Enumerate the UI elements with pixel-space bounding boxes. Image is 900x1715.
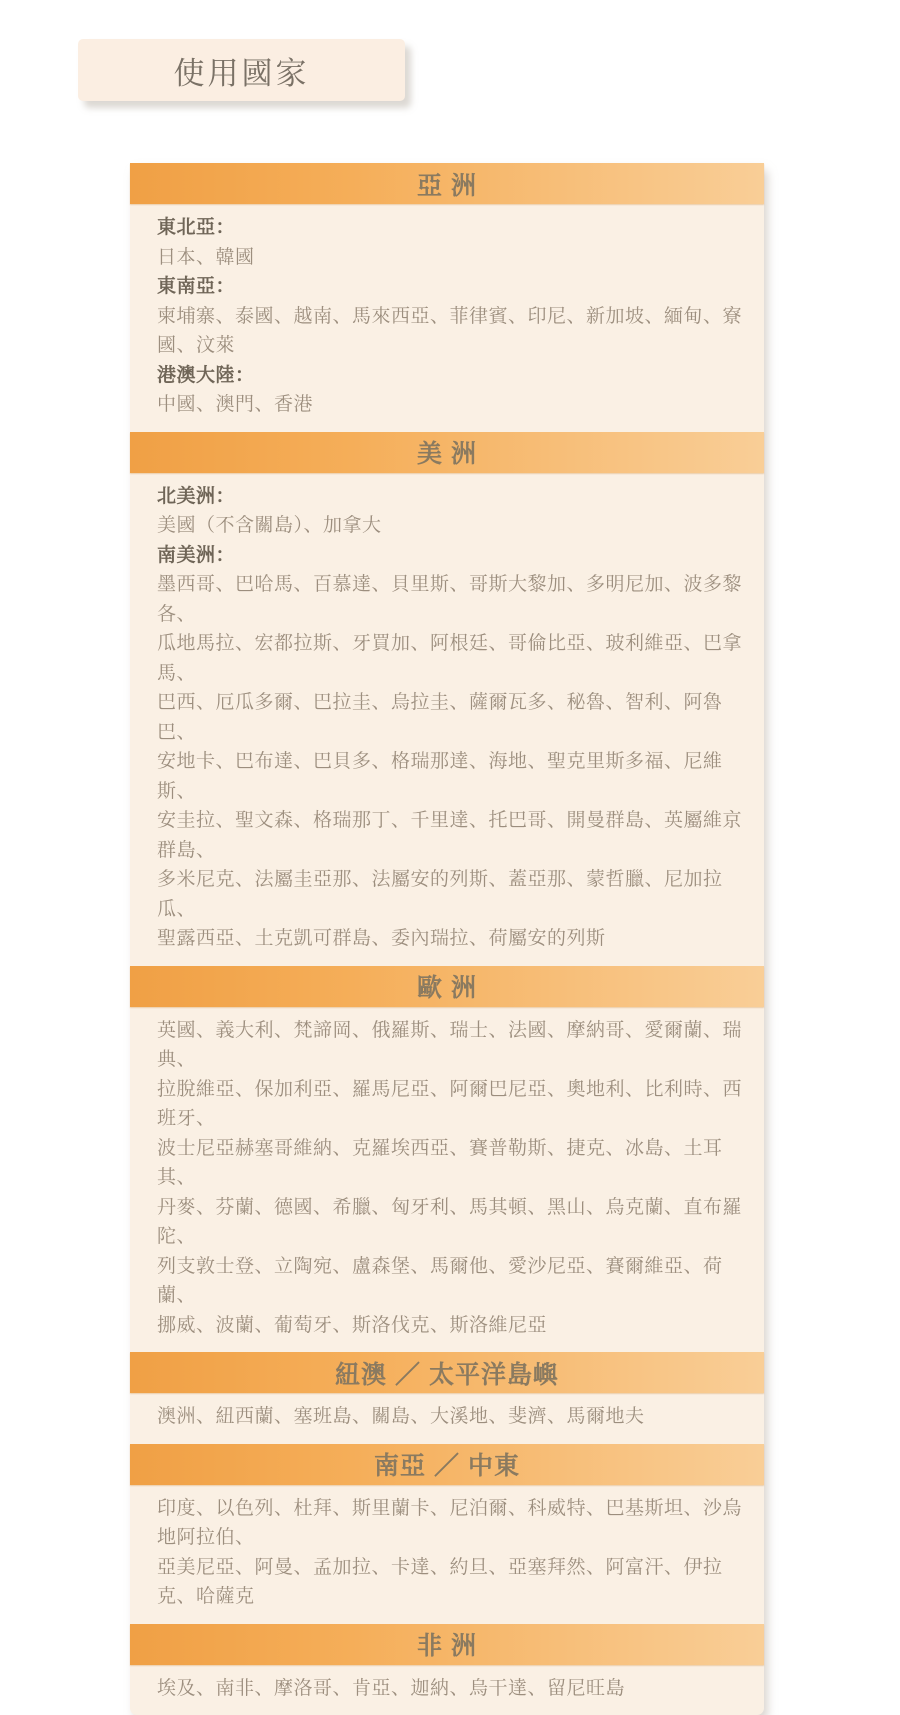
country-line: 多米尼克、法屬圭亞那、法屬安的列斯、蓋亞那、蒙哲臘、尼加拉瓜、 — [157, 865, 742, 924]
region-title: 南亞 ／ 中東 — [374, 1446, 520, 1482]
region-header — [130, 1444, 764, 1485]
subregion-label: 東南亞： — [157, 272, 742, 302]
country-line: 亞美尼亞、阿曼、孟加拉、卡達、約旦、亞塞拜然、阿富汗、伊拉克、哈薩克 — [157, 1553, 742, 1612]
region-section-oceania-pacific — [130, 1352, 764, 1444]
region-title: 紐澳 ／ 太平洋島嶼 — [335, 1355, 559, 1391]
subregion-label: 南美洲： — [157, 541, 742, 571]
subregion-label: 東北亞： — [157, 213, 742, 243]
country-line: 列支敦士登、立陶宛、盧森堡、馬爾他、愛沙尼亞、賽爾維亞、荷蘭、 — [157, 1252, 742, 1311]
subregion-label: 港澳大陸： — [157, 361, 742, 391]
region-body — [130, 1393, 764, 1444]
region-header — [130, 1624, 764, 1665]
country-line: 印度、以色列、杜拜、斯里蘭卡、尼泊爾、科威特、巴基斯坦、沙烏地阿拉伯、 — [157, 1494, 742, 1553]
page-title: 使用國家 — [174, 48, 310, 93]
country-line: 中國、澳門、香港 — [157, 390, 742, 420]
region-header — [130, 432, 764, 473]
region-body — [130, 1007, 764, 1353]
country-line: 安圭拉、聖文森、格瑞那丁、千里達、托巴哥、開曼群島、英屬維京群島、 — [157, 806, 742, 865]
country-line: 挪威、波蘭、葡萄牙、斯洛伐克、斯洛維尼亞 — [157, 1311, 742, 1341]
region-title: 歐 洲 — [417, 968, 477, 1004]
region-section-asia — [130, 163, 764, 432]
country-line: 丹麥、芬蘭、德國、希臘、匈牙利、馬其頓、黑山、烏克蘭、直布羅陀、 — [157, 1193, 742, 1252]
region-header — [130, 966, 764, 1007]
region-section-south-asia-middle-east — [130, 1444, 764, 1624]
region-body — [130, 1665, 764, 1715]
region-section-europe — [130, 966, 764, 1353]
region-title: 亞 洲 — [417, 166, 477, 202]
region-header — [130, 163, 764, 204]
country-line: 聖露西亞、土克凱可群島、委內瑞拉、荷屬安的列斯 — [157, 924, 742, 954]
country-line: 墨西哥、巴哈馬、百慕達、貝里斯、哥斯大黎加、多明尼加、波多黎各、 — [157, 570, 742, 629]
country-line: 美國（不含關島）、加拿大 — [157, 511, 742, 541]
country-line: 日本、韓國 — [157, 243, 742, 273]
country-line: 英國、義大利、梵諦岡、俄羅斯、瑞士、法國、摩納哥、愛爾蘭、瑞典、 — [157, 1016, 742, 1075]
country-line: 埃及、南非、摩洛哥、肯亞、迦納、烏干達、留尼旺島 — [157, 1674, 742, 1704]
country-line: 瓜地馬拉、宏都拉斯、牙買加、阿根廷、哥倫比亞、玻利維亞、巴拿馬、 — [157, 629, 742, 688]
region-body — [130, 1485, 764, 1624]
country-line: 安地卡、巴布達、巴貝多、格瑞那達、海地、聖克里斯多福、尼維斯、 — [157, 747, 742, 806]
country-line: 澳洲、紐西蘭、塞班島、關島、大溪地、斐濟、馬爾地夫 — [157, 1402, 742, 1432]
region-title: 非 洲 — [417, 1626, 477, 1662]
region-section-africa — [130, 1624, 764, 1715]
region-header — [130, 1352, 764, 1393]
region-body — [130, 204, 764, 432]
country-line: 拉脫維亞、保加利亞、羅馬尼亞、阿爾巴尼亞、奧地利、比利時、西班牙、 — [157, 1075, 742, 1134]
region-section-americas — [130, 432, 764, 966]
region-title: 美 洲 — [417, 434, 477, 470]
subregion-label: 北美洲： — [157, 482, 742, 512]
country-line: 巴西、厄瓜多爾、巴拉圭、烏拉圭、薩爾瓦多、秘魯、智利、阿魯巴、 — [157, 688, 742, 747]
country-line: 波士尼亞赫塞哥維納、克羅埃西亞、賽普勒斯、捷克、冰島、土耳其、 — [157, 1134, 742, 1193]
region-body — [130, 473, 764, 966]
country-line: 柬埔寨、泰國、越南、馬來西亞、菲律賓、印尼、新加坡、緬甸、寮國、汶萊 — [157, 302, 742, 361]
countries-panel — [130, 163, 764, 1715]
page-title-card — [78, 39, 405, 101]
